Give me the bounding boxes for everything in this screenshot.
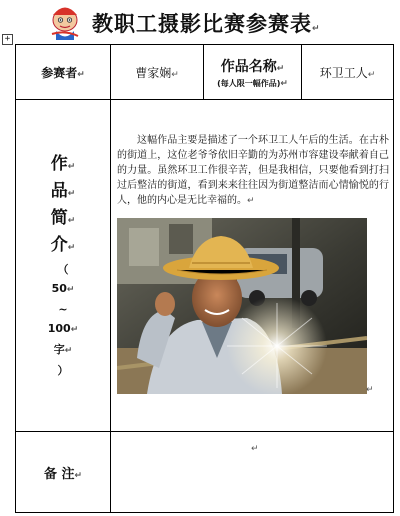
intro-label-char: 介 — [50, 234, 68, 255]
remarks-row — [16, 432, 394, 513]
participant-label-cell: 参赛者↵ — [16, 45, 111, 100]
limit-sep: ~ — [58, 302, 68, 316]
participant-name: 曹家娴 — [135, 65, 172, 80]
limit-unit: 字 — [53, 342, 65, 356]
work-name-value: 环卫工人 — [319, 65, 368, 80]
page-title: 教职工摄影比赛参赛表↵ — [92, 12, 321, 36]
mascot-logo-icon — [48, 2, 82, 42]
remarks-label-cell: 备 注↵ — [16, 432, 111, 513]
participant-label: 参赛者 — [41, 65, 78, 80]
work-name-label: 作品名称 — [220, 58, 277, 75]
intro-label-char: 品 — [50, 180, 68, 201]
work-name-value-cell[interactable]: 环卫工人↵ — [302, 45, 394, 100]
table-move-handle[interactable]: + — [2, 34, 13, 45]
intro-label-char: 作 — [50, 153, 68, 174]
intro-text: 这幅作品主要是描述了一个环卫工人午后的生活。在古朴的街道上，这位老爷爷依旧辛勤的为苏州市容建设奉献着自己的力量。虽然环卫工作很辛苦，但是我相信，只要他看到打扫过后整洁的街道，看到来来往往因为街道整洁而心情愉悦的行人，他的内心是无比幸福的。↵ — [117, 135, 389, 206]
limit-max: 100 — [47, 321, 71, 335]
intro-content-cell[interactable]: 这幅作品主要是描述了一个环卫工人午后的生活。在古朴的街道上，这位老爷爷依旧辛勤的为苏州市容建设奉献着自己的力量。虽然环卫工作很辛苦，但是我相信，只要他看到打扫过后整洁的街道，看到来来往往因为街道整洁而心情愉悦的行人，他的内心是无比幸福的。↵ ↵ — [111, 100, 394, 432]
participant-row — [16, 45, 394, 100]
entry-form-table — [15, 44, 394, 513]
limit-close: ） — [57, 363, 69, 377]
remarks-input-cell[interactable]: ↵ — [111, 432, 394, 513]
intro-label-cell: 作↵ 品↵ 简↵ 介↵ （ 50↵ ~ 100↵ 字↵ ） — [16, 100, 111, 432]
participant-name-cell[interactable]: 曹家娴↵ — [111, 45, 204, 100]
limit-open: （ — [57, 262, 69, 276]
work-name-label-cell: 作品名称↵ (每人限一幅作品)↵ — [204, 45, 302, 100]
work-name-note: (每人限一幅作品) — [217, 78, 281, 88]
limit-min: 50 — [51, 281, 67, 295]
sanitation-worker-photo — [117, 218, 367, 394]
intro-label-char: 简 — [50, 207, 68, 228]
intro-row — [16, 100, 394, 432]
remarks-label: 备 注 — [43, 466, 75, 482]
header — [0, 0, 400, 44]
